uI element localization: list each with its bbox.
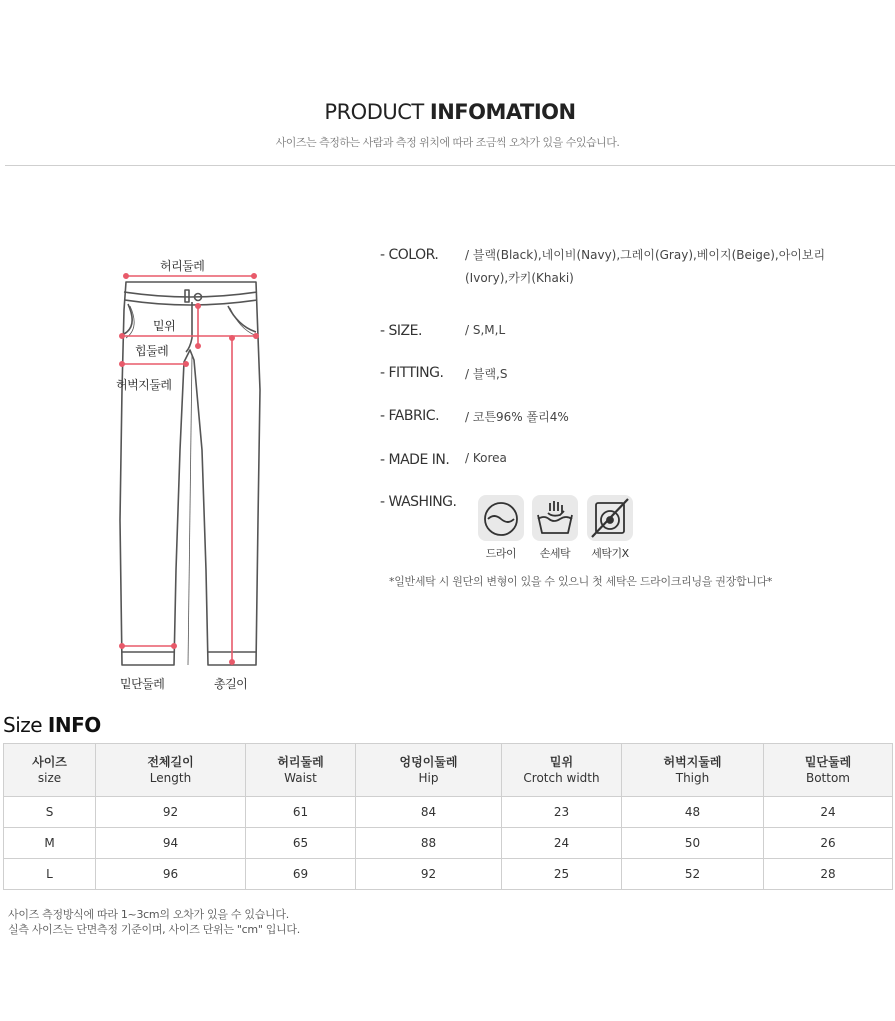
spec-label-fitting: - FITTING. — [380, 365, 444, 381]
table-cell: 24 — [764, 797, 893, 828]
diagram-label-hem: 밑단둘레 — [120, 677, 165, 691]
washing-note: *일반세탁 시 원단의 변형이 있을 수 있으니 첫 세탁은 드라이크리닝을 권장합니다* — [389, 575, 773, 588]
table-cell: 96 — [96, 859, 246, 890]
pants-outline — [120, 282, 260, 665]
table-header-row — [4, 744, 893, 797]
header-cell: 엉덩이둘레 Hip — [356, 744, 502, 797]
table-cell: 28 — [764, 859, 893, 890]
spec-value-fabric: / 코튼96% 폴리4% — [465, 410, 569, 424]
table-cell: 92 — [356, 859, 502, 890]
spec-value-color: / 블랙(Black),네이비(Navy),그레이(Gray),베이지(Beige),아이보리(Ivory),카키(Khaki) — [465, 248, 826, 285]
table-cell: 25 — [502, 859, 622, 890]
table-cell: 50 — [622, 828, 764, 859]
table-cell: 88 — [356, 828, 502, 859]
diagram-label-waist: 허리둘레 — [160, 259, 205, 273]
no-machine-dry-icon — [587, 495, 633, 541]
hand-wash-icon — [532, 495, 578, 541]
size-heading-bold: INFO — [47, 713, 101, 737]
spec-label-color: - COLOR. — [380, 247, 439, 263]
page-title — [0, 100, 895, 124]
title-bold: INFOMATION — [429, 100, 576, 124]
table-cell: 52 — [622, 859, 764, 890]
table-cell: 48 — [622, 797, 764, 828]
table-cell: 84 — [356, 797, 502, 828]
header-cell: 밑위 Crotch width — [502, 744, 622, 797]
table-cell: L — [4, 859, 96, 890]
table-cell: 24 — [502, 828, 622, 859]
header-cell: 전체길이 Length — [96, 744, 246, 797]
size-info-heading — [3, 713, 101, 737]
right-pocket — [228, 306, 256, 332]
table-row — [4, 797, 893, 828]
table-cell: S — [4, 797, 96, 828]
table-cell: 65 — [246, 828, 356, 859]
table-cell: 92 — [96, 797, 246, 828]
spec-label-made-in: - MADE IN. — [380, 452, 450, 468]
spec-label-fabric: - FABRIC. — [380, 408, 440, 424]
page-subtitle: 사이즈는 측정하는 사람과 측정 위치에 따라 조금씩 오차가 있을 수있습니다. — [275, 136, 620, 149]
fly-line — [186, 302, 192, 352]
spec-value-fitting: / 블랙,S — [465, 367, 508, 381]
title-light: PRODUCT — [324, 100, 424, 124]
size-note-2: 실측 사이즈는 단면측정 기준이며, 사이즈 단위는 "cm" 입니다. — [8, 923, 300, 936]
dry-clean-icon — [478, 495, 524, 541]
diagram-label-crotch: 밑위 — [153, 319, 176, 333]
diagram-label-thigh: 허벅지둘레 — [116, 378, 172, 392]
table-cell: 94 — [96, 828, 246, 859]
header-cell: 밑단둘레 Bottom — [764, 744, 893, 797]
table-row — [4, 859, 893, 890]
spec-label-size: - SIZE. — [380, 323, 422, 339]
header-cell: 허벅지둘레 Thigh — [622, 744, 764, 797]
table-cell: 26 — [764, 828, 893, 859]
header-divider — [5, 165, 895, 166]
spec-value-size: / S,M,L — [465, 323, 506, 337]
table-cell: 69 — [246, 859, 356, 890]
spec-label-washing: - WASHING. — [380, 494, 457, 510]
size-note-1: 사이즈 측정방식에 따라 1~3cm의 오차가 있을 수 있습니다. — [8, 908, 289, 921]
size-heading-light: Size — [3, 713, 43, 737]
header-cell: 사이즈 size — [4, 744, 96, 797]
table-row — [4, 828, 893, 859]
waistband — [124, 292, 257, 297]
wash-label-dry: 드라이 — [485, 547, 517, 560]
pants-diagram — [110, 270, 270, 670]
table-cell: 23 — [502, 797, 622, 828]
wash-label-machine: 세탁기X — [591, 547, 629, 560]
wash-label-hand: 손세탁 — [539, 547, 571, 560]
table-cell: M — [4, 828, 96, 859]
table-cell: 61 — [246, 797, 356, 828]
diagram-label-length: 총길이 — [214, 677, 248, 691]
diagram-label-hip: 힙둘레 — [135, 344, 169, 358]
spec-value-made-in: / Korea — [465, 451, 507, 465]
header-cell: 허리둘레 Waist — [246, 744, 356, 797]
size-table — [3, 743, 893, 890]
